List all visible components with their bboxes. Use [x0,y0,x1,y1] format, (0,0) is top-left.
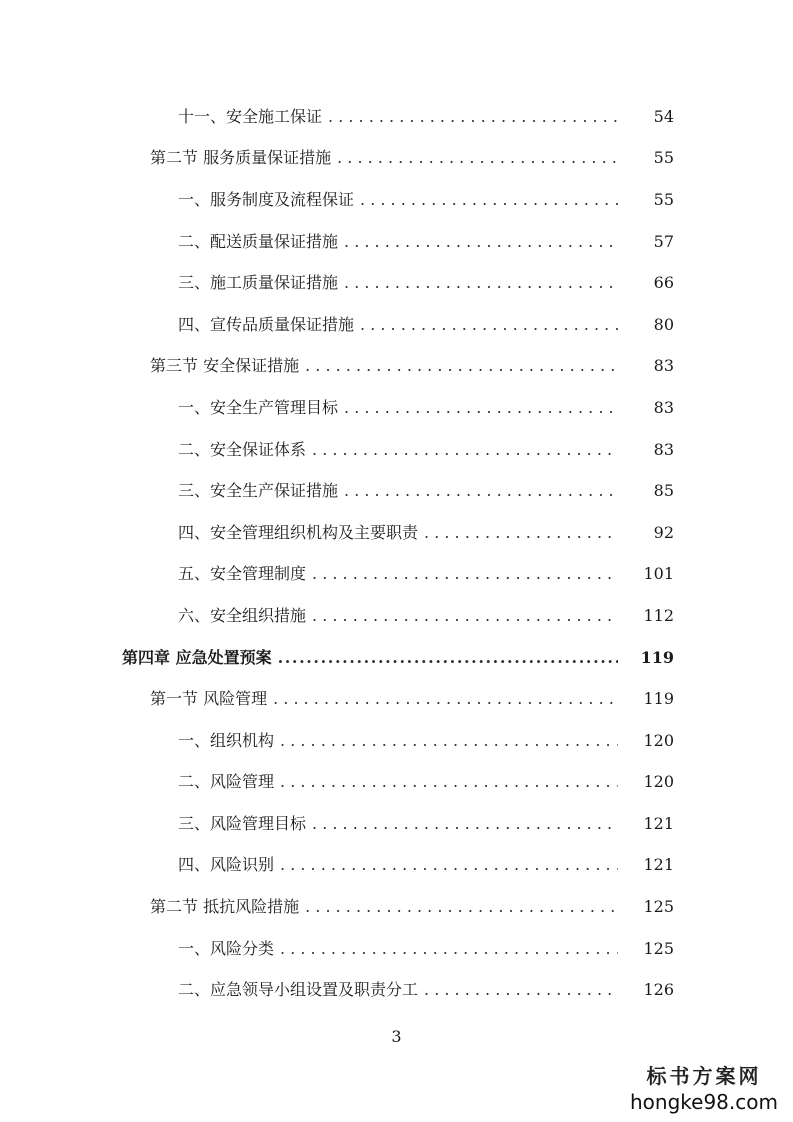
toc-dot-leader [424,980,618,1000]
toc-entry-page: 83 [653,397,674,417]
toc-entry[interactable] [0,387,793,429]
toc-entry-page: 101 [643,564,674,584]
toc-entry-page: 125 [643,897,674,917]
toc-dot-leader [312,814,618,834]
toc-dot-leader [305,356,618,376]
toc-entry-page: 120 [643,772,674,792]
page-number: 3 [391,1027,402,1046]
toc-entry-page: 66 [653,273,674,293]
toc-entry-title: 一、服务制度及流程保证 [178,189,355,209]
table-of-contents [0,96,793,1011]
toc-entry[interactable] [0,886,793,928]
toc-dot-leader [424,523,618,543]
watermark-url: hongke98.com [630,1090,778,1114]
toc-entry-title: 四、安全管理组织机构及主要职责 [178,522,419,542]
toc-entry[interactable] [0,179,793,221]
toc-entry[interactable] [0,138,793,180]
toc-entry[interactable] [0,304,793,346]
toc-dot-leader [344,481,618,501]
toc-dot-leader [305,897,618,917]
toc-dot-leader [312,440,618,460]
toc-dot-leader [328,107,618,127]
toc-entry-page: 80 [653,314,674,334]
toc-entry-page: 119 [640,647,674,667]
toc-dot-leader [280,772,618,792]
toc-entry-title: 一、安全生产管理目标 [178,397,339,417]
toc-entry[interactable] [0,678,793,720]
toc-entry-page: 57 [653,231,674,251]
toc-entry[interactable] [0,346,793,388]
toc-entry-page: 120 [643,730,674,750]
toc-entry-title: 十一、安全施工保证 [178,106,323,126]
toc-dot-leader [280,855,618,875]
toc-dot-leader [280,731,618,751]
toc-dot-leader [344,232,618,252]
toc-entry[interactable] [0,429,793,471]
toc-entry-title: 第四章 应急处置预案 [122,647,272,667]
toc-dot-leader [278,648,618,668]
toc-entry-title: 二、安全保证体系 [178,439,307,459]
watermark-logo [629,1066,779,1112]
toc-dot-leader [312,606,618,626]
toc-dot-leader [360,190,618,210]
toc-entry-title: 二、风险管理 [178,772,275,792]
toc-entry[interactable] [0,512,793,554]
toc-entry-page: 126 [643,980,674,1000]
toc-entry[interactable] [0,595,793,637]
toc-dot-leader [280,939,618,959]
toc-entry[interactable] [0,845,793,887]
toc-entry-title: 三、风险管理目标 [178,813,307,833]
toc-entry-page: 119 [643,689,674,709]
toc-entry[interactable] [0,554,793,596]
toc-dot-leader [360,315,618,335]
toc-entry-page: 55 [653,189,674,209]
toc-entry-title: 六、安全组织措施 [178,605,307,625]
toc-entry[interactable] [0,637,793,679]
toc-entry-page: 121 [643,813,674,833]
toc-entry-page: 112 [643,605,674,625]
toc-entry-title: 二、配送质量保证措施 [178,231,339,251]
toc-entry[interactable] [0,720,793,762]
toc-entry-title: 三、安全生产保证措施 [178,481,339,501]
watermark-title: 标书方案网 [646,1064,762,1088]
toc-entry-title: 五、安全管理制度 [178,564,307,584]
toc-entry-title: 第一节 风险管理 [150,689,268,709]
toc-dot-leader [344,398,618,418]
toc-dot-leader [273,689,618,709]
toc-entry[interactable] [0,262,793,304]
toc-entry[interactable] [0,221,793,263]
toc-entry[interactable] [0,470,793,512]
toc-entry-page: 83 [653,356,674,376]
toc-entry[interactable] [0,803,793,845]
toc-entry-page: 54 [653,106,674,126]
toc-entry-title: 一、组织机构 [178,730,275,750]
toc-entry-page: 125 [643,938,674,958]
toc-entry-page: 92 [653,522,674,542]
toc-entry-page: 55 [653,148,674,168]
toc-entry-title: 四、宣传品质量保证措施 [178,314,355,334]
toc-entry-title: 第三节 安全保证措施 [150,356,300,376]
toc-entry-page: 121 [643,855,674,875]
toc-entry-title: 一、风险分类 [178,938,275,958]
toc-entry[interactable] [0,762,793,804]
toc-entry-title: 第二节 抵抗风险措施 [150,897,300,917]
toc-entry-page: 85 [653,481,674,501]
toc-entry[interactable] [0,96,793,138]
toc-entry[interactable] [0,928,793,970]
toc-entry-title: 三、施工质量保证措施 [178,273,339,293]
toc-dot-leader [344,273,618,293]
toc-entry-page: 83 [653,439,674,459]
toc-dot-leader [337,148,618,168]
toc-entry-title: 二、应急领导小组设置及职责分工 [178,980,419,1000]
toc-entry-title: 四、风险识别 [178,855,275,875]
toc-entry[interactable] [0,969,793,1011]
toc-entry-title: 第二节 服务质量保证措施 [150,148,332,168]
toc-dot-leader [312,564,618,584]
